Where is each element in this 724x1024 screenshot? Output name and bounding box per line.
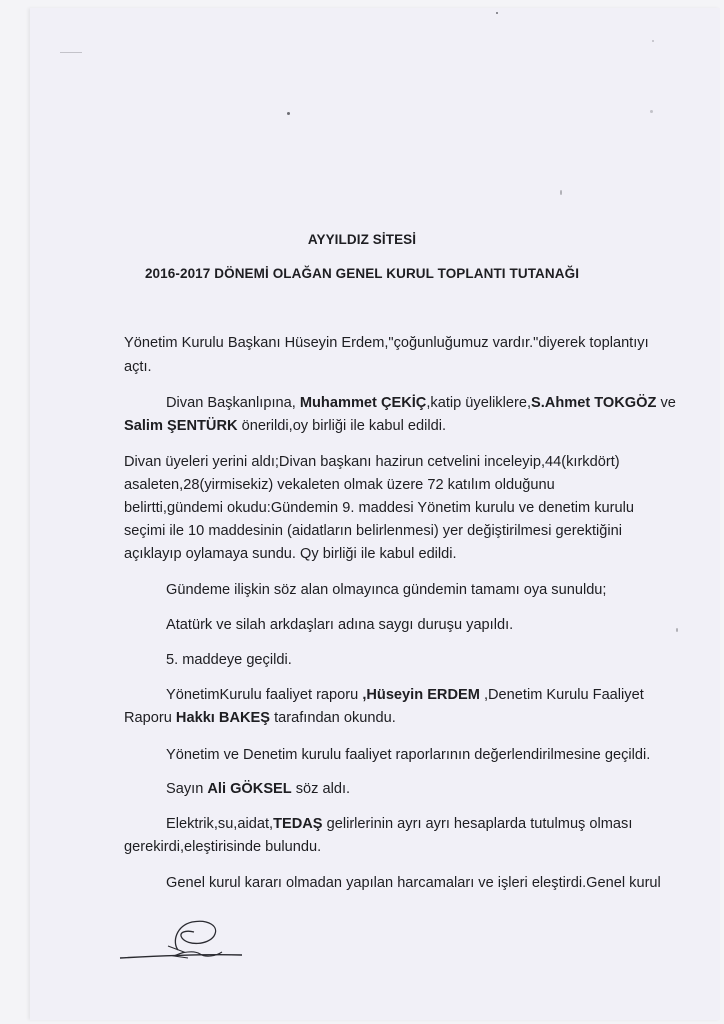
text-fragment: önerildi,oy birliği ile kabul edildi. bbox=[237, 418, 447, 434]
paragraph-line bbox=[124, 709, 396, 727]
paragraph-line: 5. maddeye geçildi. bbox=[166, 652, 292, 668]
text-fragment: Sayın bbox=[166, 781, 208, 797]
scan-speck bbox=[676, 628, 678, 632]
document-subtitle: 2016-2017 DÖNEMİ OLAĞAN GENEL KURUL TOPLANTI TUTANAĞI bbox=[144, 266, 580, 281]
paragraph-line bbox=[166, 780, 350, 798]
text-fragment: gelirlerinin ayrı ayrı hesaplarda tutulmuş olması bbox=[322, 816, 633, 832]
text-fragment: söz aldı. bbox=[291, 781, 351, 797]
paragraph-line: Atatürk ve silah arkdaşları adına saygı duruşu yapıldı. bbox=[166, 617, 514, 633]
paragraph-line: açtı. bbox=[124, 359, 152, 375]
text-fragment: ,katip üyeliklere, bbox=[426, 395, 531, 411]
text-fragment: Elektrik,su,aidat, bbox=[166, 816, 274, 832]
paragraph-line: Gündeme ilişkin söz alan olmayınca gündemin tamamı oya sunuldu; bbox=[166, 582, 607, 598]
paragraph-line: Divan üyeleri yerini aldı;Divan başkanı hazirun cetvelini inceleyip,44(kırkdört) bbox=[124, 454, 620, 470]
paragraph-line: asaleten,28(yirmisekiz) vekaleten olmak üzere 72 katılım olduğunu bbox=[124, 477, 555, 493]
person-name: Salim ŞENTÜRK bbox=[124, 418, 238, 434]
paragraph-line bbox=[166, 686, 644, 704]
signature-icon bbox=[116, 912, 250, 968]
text-fragment: ve bbox=[656, 395, 676, 411]
scan-speck bbox=[652, 40, 654, 42]
paragraph-line bbox=[166, 394, 676, 412]
person-name: ,Hüseyin ERDEM bbox=[362, 687, 480, 703]
paragraph-line: Yönetim Kurulu Başkanı Hüseyin Erdem,"çoğunluğumuz vardır."diyerek toplantıyı bbox=[124, 335, 649, 351]
paragraph-line: Yönetim ve Denetim kurulu faaliyet raporlarının değerlendirilmesine geçildi. bbox=[166, 747, 651, 763]
scan-speck bbox=[60, 52, 82, 53]
document-title: AYYILDIZ SİTESİ bbox=[307, 232, 417, 247]
text-fragment: Divan Başkanlıpına, bbox=[166, 395, 300, 411]
paragraph-line bbox=[124, 417, 446, 435]
person-name: Ali GÖKSEL bbox=[207, 781, 292, 797]
person-name: Hakkı BAKEŞ bbox=[175, 710, 271, 726]
paragraph-line: belirtti,gündemi okudu:Gündemin 9. maddesi Yönetim kurulu ve denetim kurulu bbox=[124, 500, 634, 516]
person-name: Muhammet ÇEKİÇ bbox=[299, 395, 427, 411]
paragraph-line: Genel kurul kararı olmadan yapılan harcamaları ve işleri eleştirdi.Genel kurul bbox=[166, 875, 661, 891]
text-fragment: Raporu bbox=[124, 710, 176, 726]
scan-speck bbox=[650, 110, 653, 113]
paragraph-line: seçimi ile 10 maddesinin (aidatların belirlenmesi) yer değiştirilmesi gerektiğini bbox=[124, 523, 623, 539]
text-fragment: YönetimKurulu faaliyet raporu bbox=[166, 687, 363, 703]
paragraph-line bbox=[166, 815, 632, 833]
paragraph-line: açıklayıp oylamaya sundu. Qy birliği ile kabul edildi. bbox=[124, 546, 457, 562]
scan-speck bbox=[560, 190, 562, 195]
scan-speck bbox=[287, 112, 290, 115]
paragraph-line: gerekirdi,eleştirisinde bulundu. bbox=[124, 839, 322, 855]
person-name: S.Ahmet TOKGÖZ bbox=[531, 395, 657, 411]
text-fragment: ,Denetim Kurulu Faaliyet bbox=[479, 687, 644, 703]
scan-speck bbox=[496, 12, 498, 14]
text-fragment: tarafından okundu. bbox=[270, 710, 396, 726]
company-name: TEDAŞ bbox=[273, 816, 323, 832]
